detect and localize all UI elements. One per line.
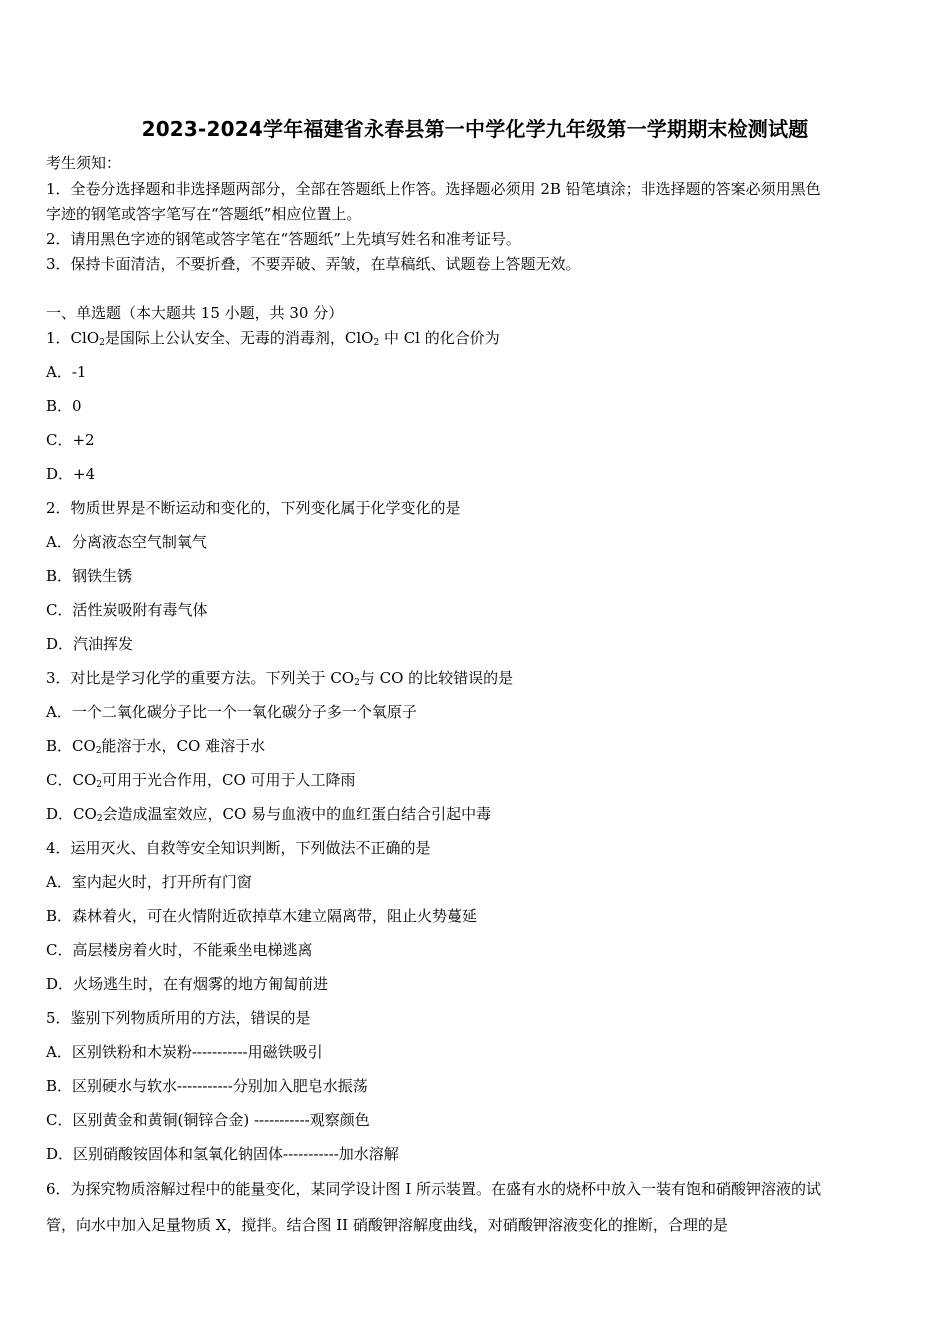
question-5-option-d: D．区别硝酸铵固体和氢氧化钠固体-----------加水溶解 — [46, 1145, 399, 1163]
q3d-text-part: D．CO — [46, 805, 97, 823]
question-3-option-c — [46, 769, 356, 790]
q3d-subscript: 2 — [96, 814, 103, 824]
question-4-option-c: C．高层楼房着火时，不能乘坐电梯逃离 — [46, 941, 313, 959]
question-5-stem: 5．鉴别下列物质所用的方法，错误的是 — [46, 1009, 311, 1027]
q3-text-part: 3．对比是学习化学的重要方法。下列关于 CO — [46, 669, 355, 687]
q3c-text-part: C．CO — [46, 771, 97, 789]
q3c-text-part: 可用于光合作用，CO 可用于人工降雨 — [102, 771, 356, 789]
question-5-option-c: C．区别黄金和黄铜(铜锌合金) -----------观察颜色 — [46, 1111, 370, 1129]
question-1-option-b: B．0 — [46, 397, 82, 415]
q1-text-part: 中 Cl 的化合价为 — [379, 329, 500, 347]
notice-item-3: 3．保持卡面清洁，不要折叠，不要弄破、弄皱，在草稿纸、试题卷上答题无效。 — [46, 255, 581, 273]
q1-subscript: 2 — [373, 338, 380, 348]
notice-item-1-line-1: 1．全卷分选择题和非选择题两部分，全部在答题纸上作答。选择题必须用 2B 铅笔填涂；非选择题的答案必须用黑色 — [46, 180, 821, 198]
q3b-subscript: 2 — [95, 746, 102, 756]
question-2-option-a: A．分离液态空气制氧气 — [46, 533, 207, 551]
exam-title: 2023-2024学年福建省永春县第一中学化学九年级第一学期期末检测试题 — [141, 117, 809, 141]
question-2-option-d: D．汽油挥发 — [46, 635, 134, 653]
question-3-option-b — [46, 735, 265, 756]
question-1-option-a: A．-1 — [46, 363, 87, 381]
question-5-option-b: B．区别硬水与软水-----------分别加入肥皂水振荡 — [46, 1077, 368, 1095]
question-5-option-a: A．区别铁粉和木炭粉-----------用磁铁吸引 — [46, 1043, 323, 1061]
question-3-stem — [46, 667, 513, 688]
question-1-option-c: C．+2 — [46, 431, 95, 449]
question-6-stem-line-2: 管，向水中加入足量物质 X，搅拌。结合图 II 硝酸钾溶解度曲线，对硝酸钾溶液变化的推断，合理的是 — [46, 1216, 728, 1234]
question-2-option-b: B．钢铁生锈 — [46, 567, 133, 585]
question-1-option-d: D．+4 — [46, 465, 96, 483]
question-1-stem — [46, 327, 500, 348]
q3-subscript: 2 — [354, 678, 360, 688]
question-4-stem: 4．运用灭火、自救等安全知识判断，下列做法不正确的是 — [46, 839, 431, 857]
question-4-option-d: D．火场逃生时，在有烟雾的地方匍匐前进 — [46, 975, 329, 993]
notice-item-2: 2．请用黑色字迹的钢笔或答字笔在“答题纸”上先填写姓名和准考证号。 — [46, 230, 521, 248]
question-3-option-d — [46, 803, 491, 824]
q3b-text-part: 能溶于水，CO 难溶于水 — [101, 737, 266, 755]
q3d-text-part: 会造成温室效应，CO 易与血液中的血红蛋白结合引起中毒 — [102, 805, 492, 823]
q3-text-part: 与 CO 的比较错误的是 — [359, 669, 514, 687]
question-6-stem-line-1: 6．为探究物质溶解过程中的能量变化，某同学设计图 I 所示装置。在盛有水的烧杯中放入一装有饱和硝酸钾溶液的试 — [46, 1180, 822, 1198]
notice-item-1-line-2: 字迹的钢笔或答字笔写在“答题纸”相应位置上。 — [46, 205, 362, 223]
question-4-option-b: B．森林着火，可在火情附近砍掉草木建立隔离带，阻止火势蔓延 — [46, 907, 478, 925]
q1-text-part: 是国际上公认安全、无毒的消毒剂，ClO — [104, 329, 374, 347]
q3b-text-part: B．CO — [46, 737, 96, 755]
q3c-subscript: 2 — [96, 780, 102, 790]
section-heading: 一、单选题（本大题共 15 小题，共 30 分） — [46, 304, 344, 322]
question-4-option-a: A．室内起火时，打开所有门窗 — [46, 873, 252, 891]
question-2-option-c: C．活性炭吸附有毒气体 — [46, 601, 208, 619]
q1-subscript: 2 — [99, 338, 105, 348]
q1-text-part: 1．ClO — [46, 329, 100, 347]
notice-heading: 考生须知： — [46, 154, 122, 172]
question-2-stem: 2．物质世界是不断运动和变化的，下列变化属于化学变化的是 — [46, 499, 461, 517]
question-3-option-a: A．一个二氧化碳分子比一个一氧化碳分子多一个氧原子 — [46, 703, 417, 721]
